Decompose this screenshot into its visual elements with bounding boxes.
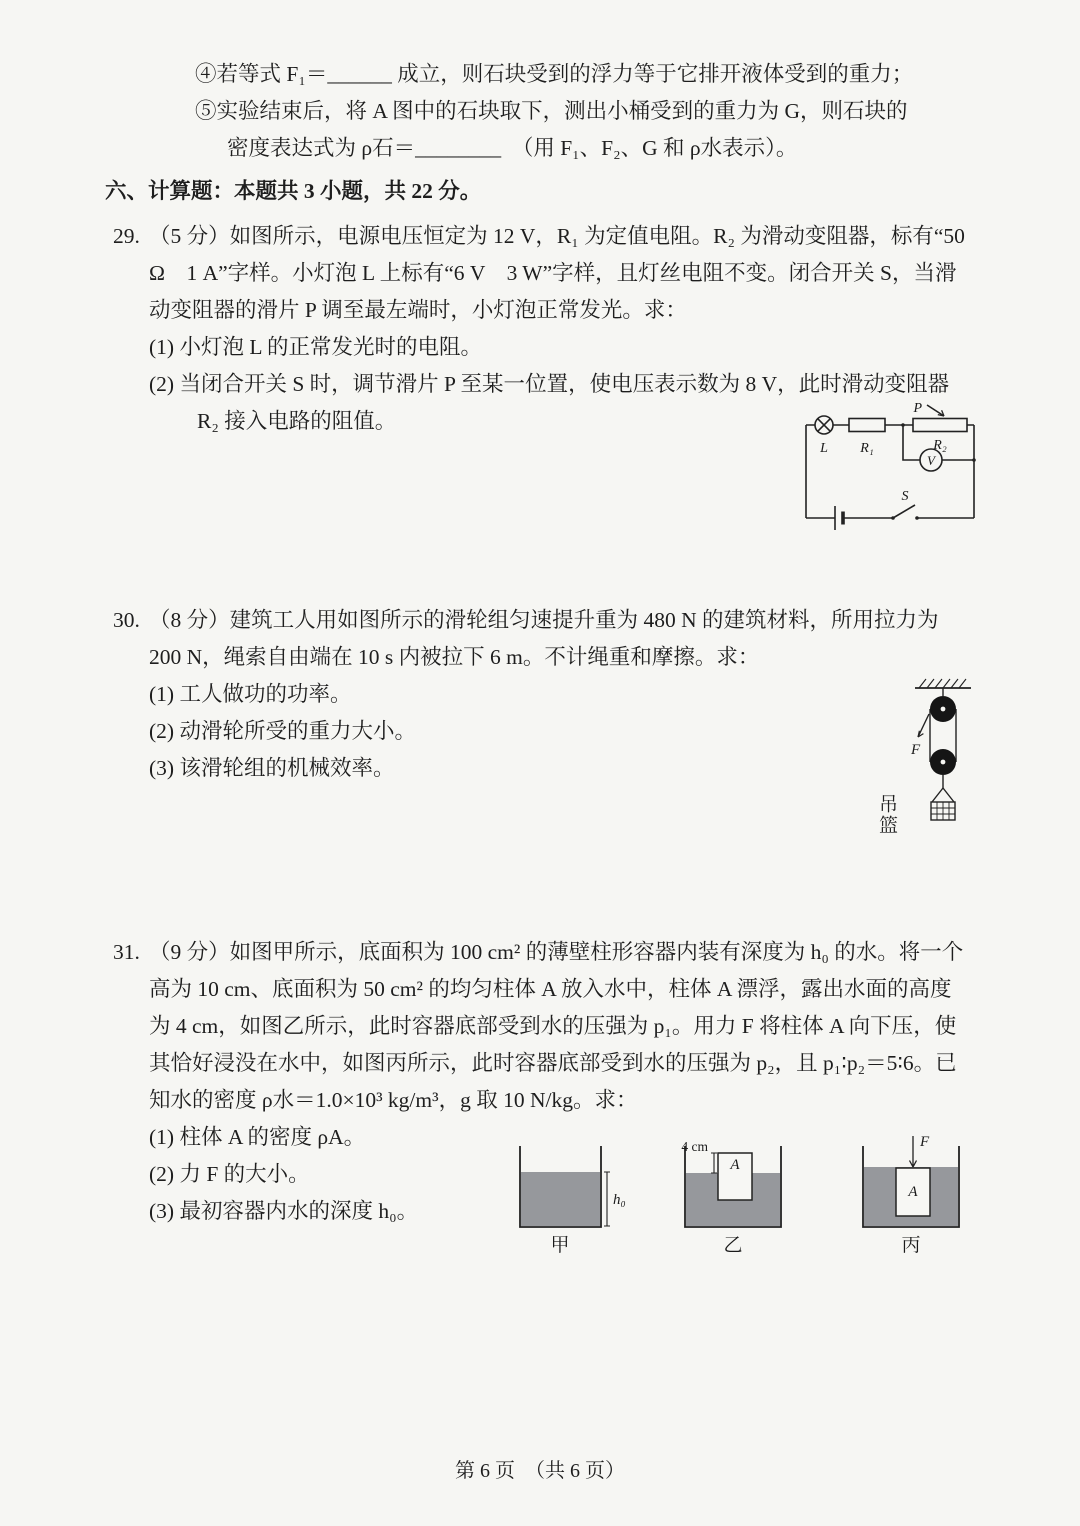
water-jia <box>521 1172 600 1226</box>
question-30-body: （8 分）建筑工人用如图所示的滑轮组匀速提升重为 480 N 的建筑材料，所用拉力为 200 N，绳索自由端在 10 s 内被拉下 6 m。不计绳重和摩擦。求： <box>149 608 939 669</box>
previous-question-tail <box>195 56 965 167</box>
question-31-item-1: (1) 柱体 A 的密度 ρA。 <box>149 1125 366 1149</box>
question-31-item-3: (3) 最初容器内水的深度 h₀。 <box>149 1199 419 1223</box>
force-arrow-icon <box>918 714 929 737</box>
question-31 <box>113 934 965 1256</box>
question-30-number: 30. <box>113 608 140 632</box>
label-jia: 甲 <box>550 1235 570 1256</box>
rheostat-r2-icon <box>913 419 967 432</box>
label-yi: 乙 <box>723 1235 743 1256</box>
depth-bracket-icon <box>604 1172 610 1226</box>
r2-label: R₂ <box>933 438 947 453</box>
question-31-number: 31. <box>113 940 140 964</box>
section-six-title: 六、计算题：本题共 3 小题，共 22 分。 <box>105 179 482 203</box>
slider-label: P <box>913 401 922 416</box>
prev-item-5-line1: ⑤实验结束后，将 A 图中的石块取下，测出小桶受到的重力为 G，则石块的 <box>195 99 908 123</box>
prev-item-4: ④若等式 F₁＝______ 成立，则石块受到的浮力等于它排开液体受到的重力； <box>195 62 914 86</box>
question-30 <box>113 602 965 870</box>
height-label-yi: 4 cm <box>681 1139 708 1154</box>
container-figures <box>495 1130 983 1256</box>
pulley-force-label: F <box>911 742 921 758</box>
figure-jia <box>495 1130 627 1256</box>
r1-label: R₁ <box>860 441 874 456</box>
voltmeter-label: V <box>927 453 935 468</box>
force-label-bing: F <box>920 1134 930 1150</box>
resistor-r1-icon <box>849 419 885 432</box>
switch-icon <box>893 505 915 518</box>
question-29-body: （5 分）如图所示，电源电压恒定为 12 V，R₁ 为定值电阻。R₂ 为滑动变阻器，标有“50 Ω 1 A”字样。小灯泡 L 上标有“6 V 3 W”字样，且灯丝电阻不变。闭合开关 S，当滑动变阻器的滑片 P 调至最左端时，小灯泡正常发光。求： <box>149 224 965 322</box>
question-29 <box>113 218 965 550</box>
page-footer: 第 6 页 （共 6 页） <box>455 1460 625 1482</box>
question-29-item-2: (2) 当闭合开关 S 时，调节滑片 P 至某一位置，使电压表示数为 8 V，此时滑动变阻器 R₂ 接入电路的阻值。 <box>149 372 950 433</box>
height-bracket-icon <box>711 1153 717 1173</box>
figure-yi <box>665 1130 805 1256</box>
question-30-item-3: (3) 该滑轮组的机械效率。 <box>149 756 395 780</box>
question-29-item-1: (1) 小灯泡 L 的正常发光时的电阻。 <box>149 335 483 359</box>
block-label-yi: A <box>730 1157 740 1173</box>
pulley-svg <box>905 672 985 877</box>
question-31-body: （9 分）如图甲所示，底面积为 100 cm² 的薄壁柱形容器内装有深度为 h₀ 的水。将一个高为 10 cm、底面积为 50 cm² 的均匀柱体 A 放入水中，柱体 A 漂浮，露出水面的高度为 4 cm，如图乙所示，此时容器底部受到水的压强为 p₁。用力 F 将柱体 A 向下压，使其恰好浸没在水中，如图丙所示，此时容器底部受到水的压强为 p₂，且 p₁∶p₂＝5∶6。已知水的密度 ρ水＝1.0×10³ kg/m³，g 取 10 N/kg。求： <box>149 940 964 1112</box>
question-30-item-2: (2) 动滑轮所受的重力大小。 <box>149 719 416 743</box>
question-30-item-1: (1) 工人做功的功率。 <box>149 682 352 706</box>
prev-item-5-line2: 密度表达式为 ρ石＝________ （用 F₁、F₂、G 和 ρ水表示）。 <box>227 136 798 160</box>
circuit-wires <box>806 405 974 530</box>
force-arrow-bing <box>910 1136 917 1167</box>
pulley-diagram <box>873 672 985 877</box>
label-bing: 丙 <box>901 1235 921 1256</box>
block-label-bing: A <box>908 1184 918 1200</box>
circuit-svg <box>791 400 981 540</box>
ceiling-hatch <box>919 679 966 688</box>
switch-label: S <box>901 489 909 504</box>
figure-bing <box>843 1130 983 1256</box>
basket-label: 吊篮 <box>876 794 897 836</box>
question-29-number: 29. <box>113 224 140 248</box>
lamp-label: L <box>820 441 828 456</box>
depth-label-jia: h₀ <box>613 1192 626 1208</box>
question-31-item-2: (2) 力 F 的大小。 <box>149 1162 310 1186</box>
question-30-main <box>149 602 965 870</box>
circuit-diagram <box>791 400 981 540</box>
